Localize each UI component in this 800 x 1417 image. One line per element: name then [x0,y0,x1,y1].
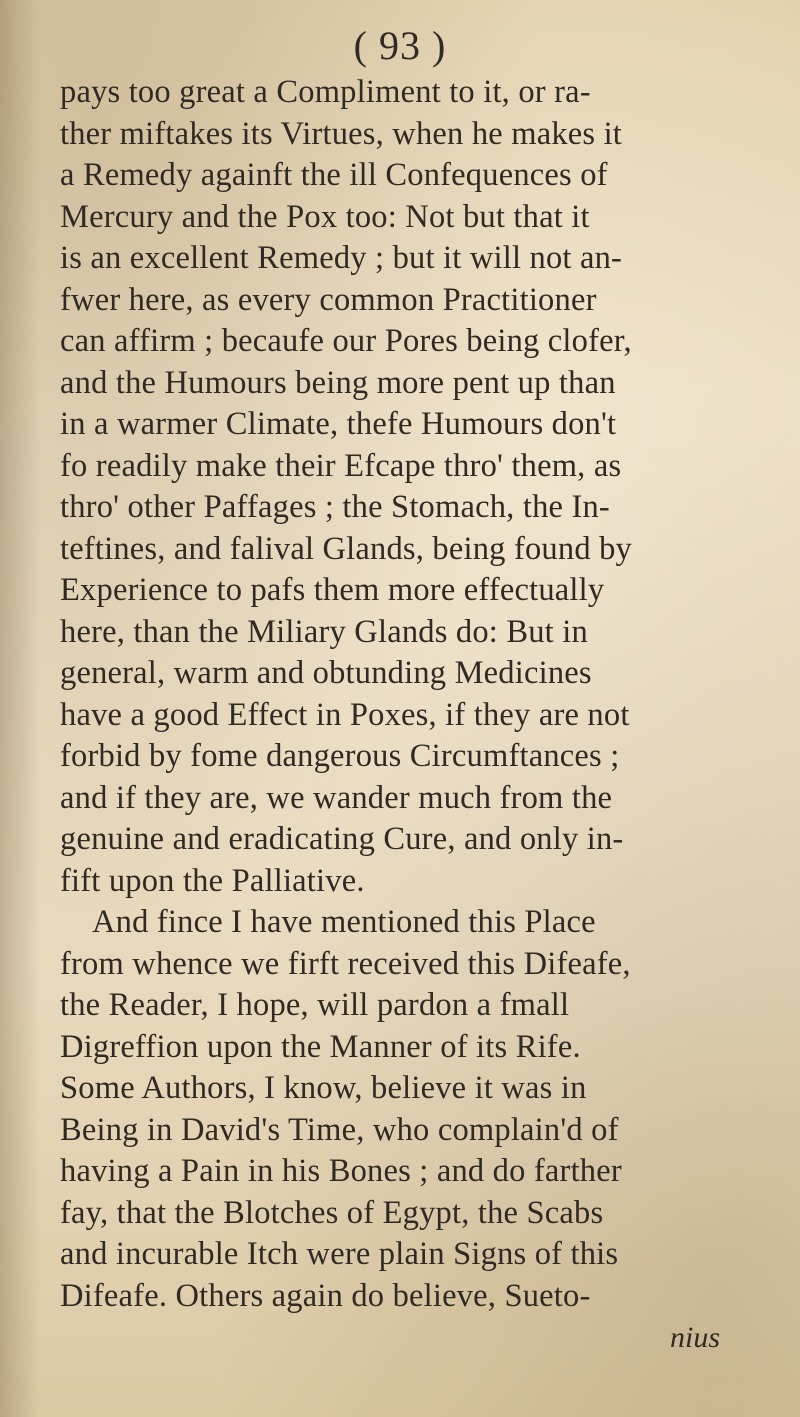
text-line: genuine and eradicating Cure, and only in- [60,821,624,857]
catchword: nius [669,1321,720,1354]
body-text [60,72,750,1359]
text-line: have a good Effect in Poxes, if they are not [60,696,630,733]
text-line: pays too great a Compliment to it, or ra- [60,74,591,110]
text-line: is an excellent Remedy ; but it will not an- [60,240,623,276]
text-line: in a warmer Climate, thefe Humours don't [60,406,617,442]
text-line: fo readily make their Efcape thro' them, as [60,447,622,484]
text-line: a Remedy againft the ill Confequences of [60,157,608,193]
text-line: Being in David's Time, who complain'd of [60,1111,619,1148]
paragraph-start-line: And fince I have mentioned this Place [92,904,596,940]
text-line: from whence we firft received this Difeafe, [60,945,631,982]
text-line: and incurable Itch were plain Signs of this [60,1236,619,1272]
text-line: the Reader, I hope, will pardon a fmall [60,987,570,1023]
page-number: ( 93 ) [353,23,447,68]
text-line: ther miftakes its Virtues, when he makes it [60,115,623,152]
text-line: having a Pain in his Bones ; and do farther [60,1153,622,1189]
text-line: and if they are, we wander much from the [60,779,613,816]
text-line: thro' other Paffages ; the Stomach, the In- [60,489,610,525]
text-line: can affirm ; becaufe our Pores being clofer, [60,323,632,359]
text-line: here, than the Miliary Glands do: But in [60,613,588,650]
text-line: Digreffion upon the Manner of its Rife. [60,1028,581,1065]
text-line: teftines, and falival Glands, being found by [60,530,632,567]
text-line: forbid by fome dangerous Circumftances ; [60,738,620,774]
text-line: fay, that the Blotches of Egypt, the Scabs [60,1194,604,1231]
text-line: Experience to pafs them more effectually [60,572,605,608]
text-line: Difeafe. Others again do believe, Sueto- [60,1277,591,1314]
text-line: general, warm and obtunding Medicines [60,655,592,691]
text-line: Mercury and the Pox too: Not but that it [60,198,590,235]
text-line: Some Authors, I know, believe it was in [60,1070,587,1106]
text-line: and the Humours being more pent up than [60,364,616,401]
text-line: fift upon the Palliative. [60,862,365,899]
page-shadow [0,0,40,1417]
text-line: fwer here, as every common Practitioner [60,281,597,318]
